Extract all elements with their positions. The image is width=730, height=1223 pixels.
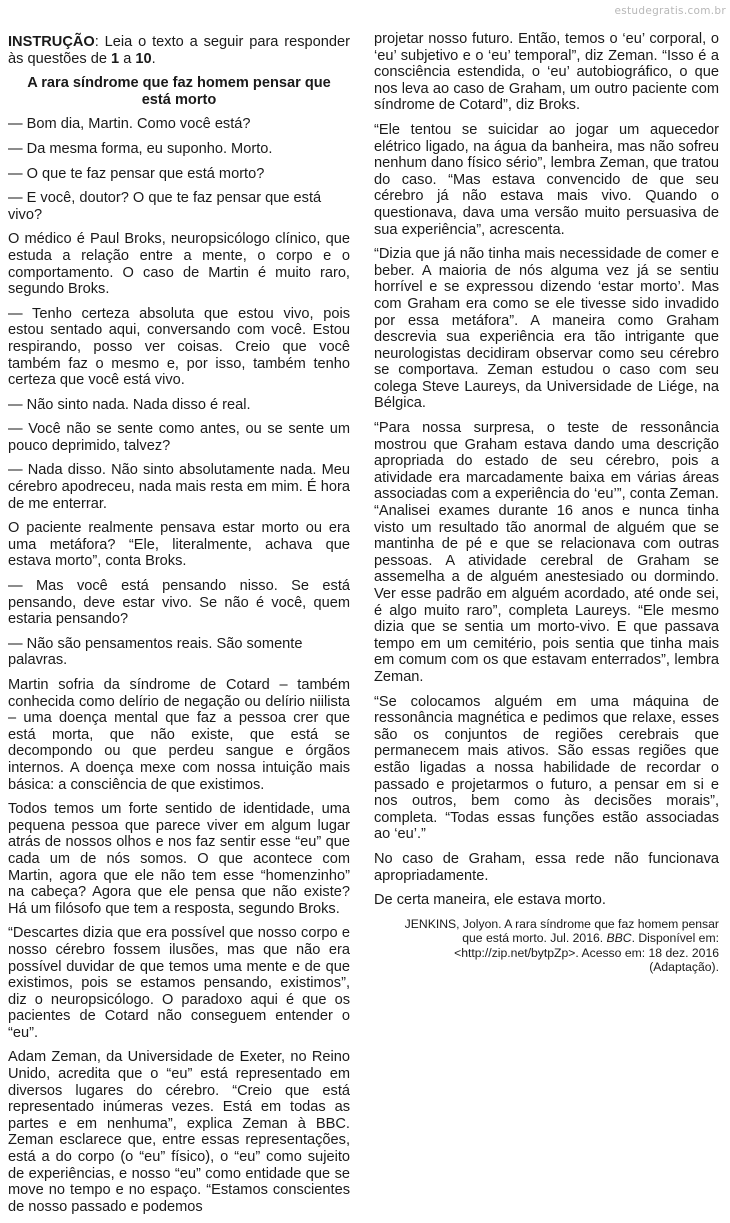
- paragraph: “Para nossa surpresa, o teste de ressonância mostrou que Graham estava dando uma descrição apropriada do estado de seu cérebro, pois a atividade era marcadamente baixa em várias áreas associadas com a experiência do ‘eu’”, conta Zeman. “Analisei exames durante 16 anos e nunca tinha visto um resultado tão anormal de alguém que se mantinha de pé e que se relacionava com outras pessoas. A atividade cerebral de Graham se assemelha a de alguém anestesiado ou dormindo. Ver esse padrão em alguém acordado, até onde sei, é algo muito raro”, completa Laureys. “Ele mesmo dizia que se sentia um morto-vivo. E que passava tempo em um cemitério, pois sentia que tinha mais em comum com os que estavam enterrados”, lembra Zeman.: [374, 420, 719, 685]
- paragraph: projetar nosso futuro. Então, temos o ‘eu’ corporal, o ‘eu’ subjetivo e o ‘eu’ temporal”, diz Zeman. “Isso é a consciência estendida, o ‘eu’ autobiográfico, o que nos leva ao caso de Graham, um outro paciente com síndrome de Cotard”, diz Broks.: [374, 31, 719, 114]
- paragraph: Adam Zeman, da Universidade de Exeter, no Reino Unido, acredita que o “eu” está representado em diversos lugares do cérebro. “Creio que está representado inúmeras vezes. Está em todas as partes e em nenhuma”, explica Zeman à BBC. Zeman esclarece que, entre essas representações, está a do corpo (o “eu” físico), o “eu” como sujeito de experiências, e nosso “eu” como entidade que se move no tempo e no espaço. “Estamos conscientes de nosso passado e podemos: [8, 1049, 350, 1215]
- instruction-label: INSTRUÇÃO: [8, 34, 95, 50]
- reference-publisher: BBC: [606, 931, 632, 946]
- paragraph: Todos temos um forte sentido de identidade, uma pequena pessoa que parece viver em algum lugar atrás de nossos olhos e nos faz sentir esse “eu” que cada um de nós somos. O que acontece com Martin, agora que ele não tem esse “homenzinho” na cabeça? Agora que ele pensa que não existe? Há um filósofo que tem a resposta, segundo Broks.: [8, 801, 350, 917]
- paragraph: No caso de Graham, essa rede não funcionava apropriadamente.: [374, 850, 719, 884]
- paragraph: — Você não se sente como antes, ou se sente um pouco deprimido, talvez?: [8, 421, 350, 454]
- paragraph: — Mas você está pensando nisso. Se está pensando, deve estar vivo. Se não é você, quem estaria pensando?: [8, 578, 350, 628]
- question-to: 10: [135, 50, 152, 67]
- instruction-end: .: [151, 50, 156, 67]
- paragraph: Martin sofria da síndrome de Cotard – também conhecida como delírio de negação ou delírio niilista – uma doença mental que faz a pessoa crer que está morta, que não existe, que está se decompondo ou que perdeu sangue e órgãos internos. A doença mexe com nossa intuição mais básica: a consciência de que existimos.: [8, 677, 350, 793]
- paragraph: O médico é Paul Broks, neuropsicólogo clínico, que estuda a relação entre a mente, o corpo e o comportamento. O caso de Martin é muito raro, segundo Broks.: [8, 231, 350, 298]
- paragraph: De certa maneira, ele estava morto.: [374, 892, 606, 909]
- paragraph: — Tenho certeza absoluta que estou vivo, pois estou sentado aqui, conversando com você. Estou respirando, posso ver coisas. Creio que você também faz o mesmo e, por isso, também tenho certeza que você está vivo.: [8, 305, 350, 389]
- question-from: 1: [111, 50, 120, 67]
- reference-access: . Disponível em: <http://zip.net/bytpZp>. Acesso em: 18 dez. 2016 (Adaptação).: [454, 931, 719, 975]
- instruction-connector: a: [119, 50, 136, 67]
- paragraph: — Não sinto nada. Nada disso é real.: [8, 396, 251, 413]
- left-column: [8, 34, 350, 1223]
- right-column: [374, 31, 719, 983]
- paragraph: — Bom dia, Martin. Como você está?: [8, 116, 251, 133]
- instruction: [8, 34, 350, 67]
- site-watermark: estudegratis.com.br: [614, 5, 726, 17]
- paragraph: O paciente realmente pensava estar morto ou era uma metáfora? “Ele, literalmente, achava que estava morto”, conta Broks.: [8, 520, 350, 570]
- paragraph: — E você, doutor? O que te faz pensar que está vivo?: [8, 190, 322, 223]
- article-title: A rara síndrome que faz homem pensar que está morto: [27, 75, 331, 108]
- paragraph: — O que te faz pensar que está morto?: [8, 165, 265, 182]
- paragraph: “Se colocamos alguém em uma máquina de ressonância magnética e pedimos que relaxe, esses são os conjuntos de regiões cerebrais que permanecem mais ativos. São essas regiões que estão ligadas a nossa habilidade de recordar o passado e projetarmos o futuro, a pensar em si e nos outros, bem como às decisões morais”, completa. “Todas essas funções estão associadas ao ‘eu’.”: [374, 693, 719, 843]
- paragraph: “Ele tentou se suicidar ao jogar um aquecedor elétrico ligado, na água da banheira, mas não sofreu nenhum dano físico sério”, lembra Zeman, que tratou do caso. “Mas estava convencido de que seu cérebro já não estava mais vivo. Quando o questionava, dava uma versão muito persuasiva de sua experiência”, acrescenta.: [374, 121, 719, 238]
- paragraph: — Da mesma forma, eu suponho. Morto.: [8, 140, 273, 157]
- paragraph: “Dizia que já não tinha mais necessidade de comer e beber. A maioria de nós alguma vez já se sentiu horrível e se expressou dizendo ‘estar morto’. Mas com Graham era como se ele tivesse sido invadido por essa metáfora”. A maneira como Graham descrevia sua experiência era tão intrigante que neurologistas decidiram observar como seu cérebro se comportava. Zeman estudou o caso com seu colega Steve Laureys, da Universidade de Liége, na Bélgica.: [374, 246, 719, 412]
- paragraph: — Não são pensamentos reais. São somente palavras.: [8, 635, 303, 669]
- reference-text: JENKINS, Jolyon. A rara síndrome que faz homem pensar que está morto. Jul. 2016.: [404, 916, 719, 946]
- paragraph: — Nada disso. Não sinto absolutamente nada. Meu cérebro apodreceu, nada mais resta em mim. É hora de me enterrar.: [8, 462, 350, 512]
- instruction-text: : Leia o texto a seguir para responder às questões de: [8, 34, 350, 67]
- paragraph: “Descartes dizia que era possível que nosso corpo e nosso cérebro fossem ilusões, mas que não era possível duvidar de que temos uma mente e de que existimos, pois se estamos pensando, existimos”, diz o neuropsicólogo. O paradoxo aqui é que os pacientes de Cotard não conseguem entender o “eu”.: [8, 925, 350, 1041]
- source-reference: [374, 917, 719, 975]
